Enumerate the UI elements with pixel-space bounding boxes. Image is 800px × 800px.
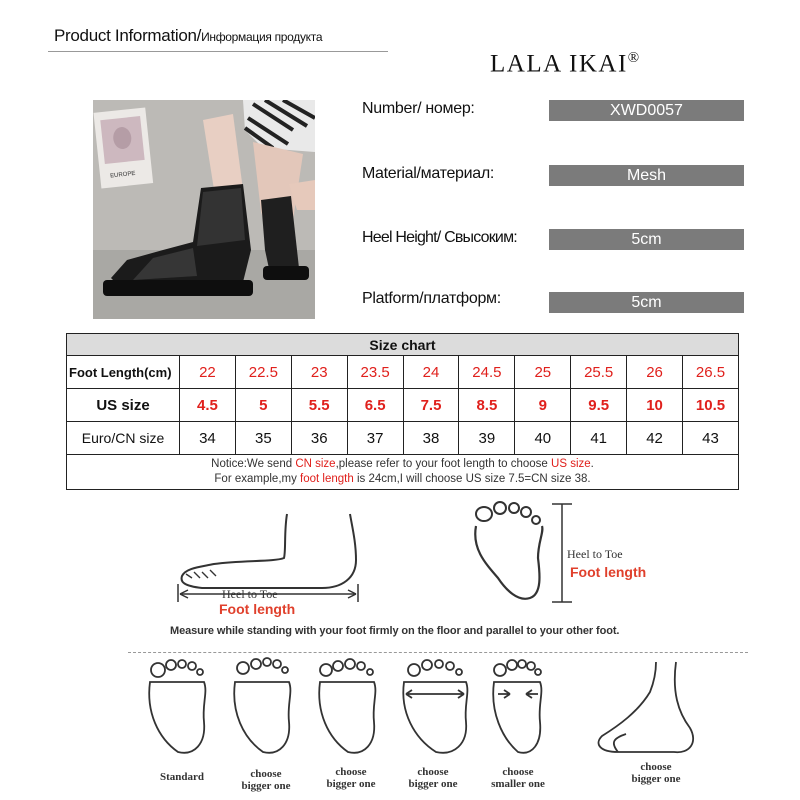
- foot-shape-standard: [149, 660, 205, 753]
- material-label: Material/материал:: [362, 165, 495, 182]
- us-size-cell: 8.5: [459, 389, 515, 422]
- foot-type-caption: [226, 768, 306, 792]
- caption-line2: bigger one: [408, 778, 458, 790]
- euro-size-cell: 36: [291, 422, 347, 455]
- foot-length-label: Foot Length(cm): [67, 356, 180, 389]
- caption-line2: smaller one: [491, 778, 545, 790]
- foot-length-cell: 22: [180, 356, 236, 389]
- us-size-cell: 10.5: [683, 389, 739, 422]
- euro-size-cell: 35: [235, 422, 291, 455]
- number-value: XWD0057: [549, 100, 744, 121]
- caption-line1: choose: [640, 761, 672, 773]
- euro-size-cell: 42: [627, 422, 683, 455]
- foot-length-highlight: foot length: [300, 473, 354, 485]
- caption-line2: bigger one: [241, 780, 291, 792]
- foot-shape-5: [493, 660, 541, 753]
- caption-line1: choose: [417, 766, 449, 778]
- caption-line1: choose: [250, 768, 282, 780]
- euro-size-cell: 37: [347, 422, 403, 455]
- section-title-ru: Информация продукта: [201, 30, 323, 44]
- us-size-cell: 10: [627, 389, 683, 422]
- foot-shape-high-arch: [599, 662, 694, 752]
- foot-type-shapes: [138, 652, 748, 767]
- material-value: Mesh: [549, 165, 744, 186]
- euro-size-cell: 38: [403, 422, 459, 455]
- caption-line2: bigger one: [631, 773, 681, 785]
- size-chart-title: Size chart: [67, 334, 739, 356]
- us-size-highlight: US size: [551, 458, 591, 470]
- foot-type-caption: [142, 771, 222, 783]
- caption-line1: choose: [335, 766, 367, 778]
- size-notice: [67, 455, 739, 490]
- foot-length-cell: 23.5: [347, 356, 403, 389]
- heel-height-label: Heel Height/ Свысоким:: [362, 229, 517, 246]
- caption-line1: Standard: [159, 771, 205, 783]
- us-size-cell: 5.5: [291, 389, 347, 422]
- brand-name: LALA IKAI: [490, 50, 628, 78]
- us-size-cell: 5: [235, 389, 291, 422]
- measure-instruction: Measure while standing with your foot firmly on the floor and parallel to your other foot.: [170, 625, 620, 637]
- caption-line2: bigger one: [326, 778, 376, 790]
- euro-size-cell: 43: [683, 422, 739, 455]
- foot-length-cell: 26.5: [683, 356, 739, 389]
- foot-type-caption: [612, 761, 700, 785]
- top-foot-length-label: Foot length: [570, 564, 647, 580]
- euro-size-cell: 40: [515, 422, 571, 455]
- registered-mark: ®: [627, 50, 641, 66]
- header-divider: [48, 51, 388, 52]
- us-size-label: US size: [67, 389, 180, 422]
- euro-size-cell: 39: [459, 422, 515, 455]
- product-photo: [93, 100, 315, 319]
- us-size-cell: 6.5: [347, 389, 403, 422]
- foot-type-caption: [311, 766, 391, 790]
- euro-size-row: [67, 422, 739, 455]
- euro-size-label: Euro/CN size: [67, 422, 180, 455]
- us-size-row: [67, 389, 739, 422]
- notice-line: Notice:We send CN size,please refer to your foot length to choose US size.: [211, 458, 594, 470]
- brand-logo: [490, 50, 641, 78]
- foot-length-cell: 24: [403, 356, 459, 389]
- us-size-cell: 4.5: [180, 389, 236, 422]
- top-heel-to-toe-label: Heel to Toe: [567, 547, 623, 561]
- side-foot-length-label: Foot length: [219, 601, 296, 617]
- foot-length-cell: 23: [291, 356, 347, 389]
- platform-label: Platform/платформ:: [362, 290, 501, 307]
- foot-length-cell: 22.5: [235, 356, 291, 389]
- side-heel-to-toe-label: Heel to Toe: [222, 587, 278, 601]
- foot-type-caption: [476, 766, 560, 790]
- foot-shape-2: [234, 658, 290, 753]
- foot-length-cell: 24.5: [459, 356, 515, 389]
- cn-size-highlight: CN size: [295, 458, 336, 470]
- foot-length-cell: 25: [515, 356, 571, 389]
- platform-value: 5cm: [549, 292, 744, 313]
- foot-shape-3: [319, 659, 375, 753]
- us-size-cell: 9: [515, 389, 571, 422]
- euro-size-cell: 41: [571, 422, 627, 455]
- size-chart-table: [66, 333, 739, 490]
- foot-type-caption: [393, 766, 473, 790]
- section-title: [54, 26, 322, 46]
- foot-length-cell: 25.5: [571, 356, 627, 389]
- number-label: Number/ номер:: [362, 100, 475, 117]
- us-size-cell: 9.5: [571, 389, 627, 422]
- example-line: For example,my foot length is 24cm,I will choose US size 7.5=CN size 38.: [214, 473, 591, 485]
- foot-length-row: [67, 356, 739, 389]
- section-title-en: Product Information/: [54, 26, 202, 45]
- foot-shape-4: [403, 660, 467, 753]
- caption-line1: choose: [502, 766, 534, 778]
- heel-height-value: 5cm: [549, 229, 744, 250]
- foot-length-cell: 26: [627, 356, 683, 389]
- us-size-cell: 7.5: [403, 389, 459, 422]
- magazine-text: EUROPE: [109, 170, 136, 180]
- euro-size-cell: 34: [180, 422, 236, 455]
